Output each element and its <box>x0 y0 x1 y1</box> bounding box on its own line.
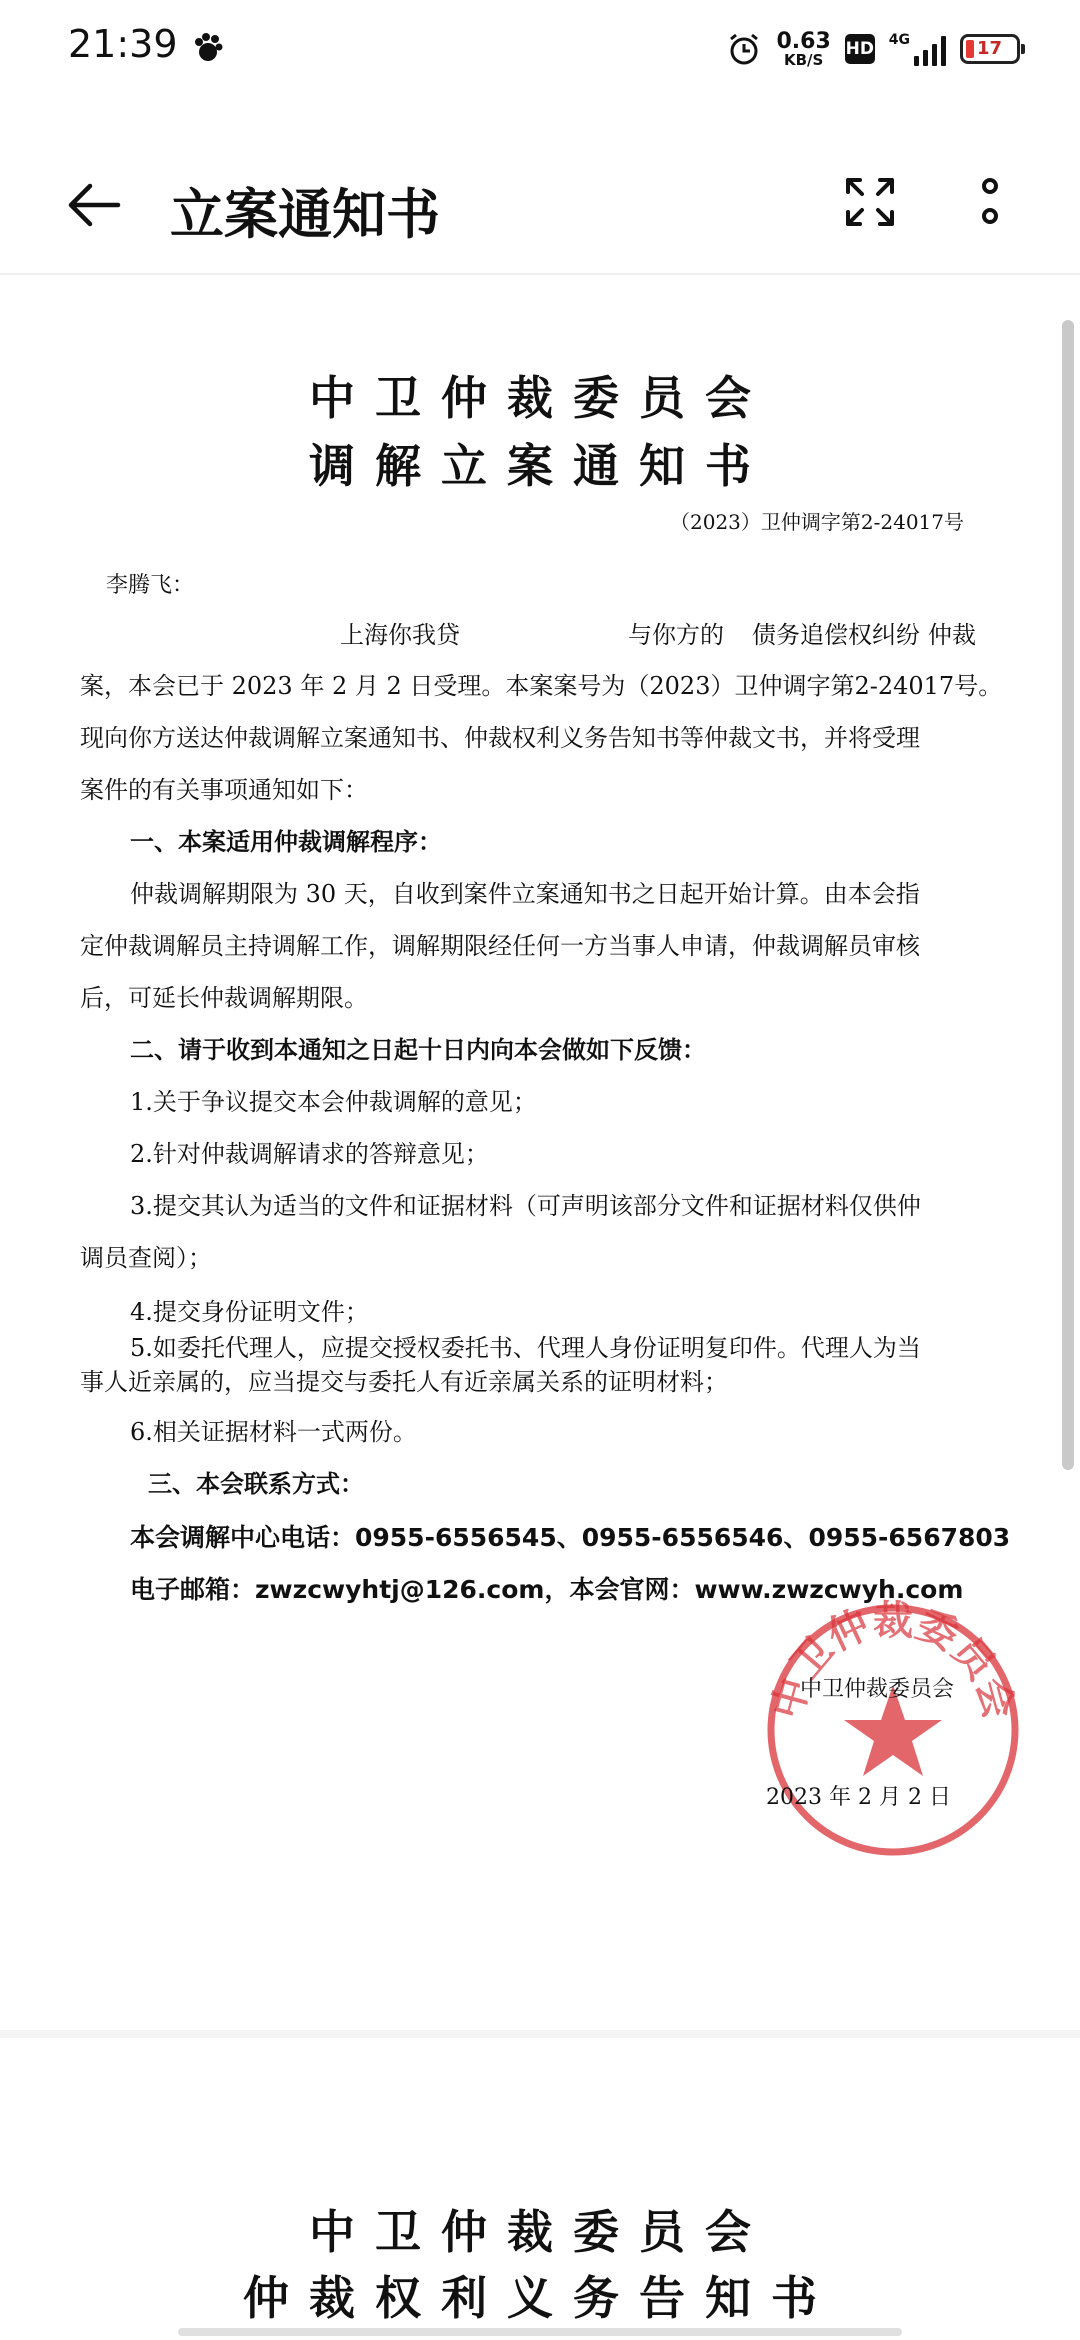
document-date: 2023 年 2 月 2 日 <box>766 1785 951 1810</box>
fullscreen-icon[interactable] <box>840 172 900 232</box>
list-item: 4.提交身份证明文件； <box>130 1298 369 1326</box>
list-item: 事人近亲属的，应当提交与委托人有近亲属关系的证明材料； <box>80 1368 728 1396</box>
section-text: 定仲裁调解员主持调解工作，调解期限经任何一方当事人申请，仲裁调解员审核 <box>80 932 920 960</box>
page-separator <box>0 2030 1080 2038</box>
signal-icon: 4G <box>889 32 946 66</box>
list-item: 5.如委托代理人，应提交授权委托书、代理人身份证明复印件。代理人为当 <box>130 1334 921 1362</box>
svg-text:中卫仲裁委员会: 中卫仲裁委员会 <box>763 1596 1023 1724</box>
list-item: 2.针对仲裁调解请求的答辩意见； <box>130 1140 489 1168</box>
section-text: 仲裁调解期限为 30 天，自收到案件立案通知书之日起开始计算。由本会指 <box>130 880 920 908</box>
list-item: 1.关于争议提交本会仲裁调解的意见； <box>130 1088 537 1116</box>
contact-phone: 本会调解中心电话：0955-6556545、0955-6556546、0955-6567803 <box>130 1523 1011 1552</box>
section-heading: 二、请于收到本通知之日起十日内向本会做如下反馈： <box>130 1036 706 1064</box>
document-title: 调解立案通知书 <box>309 439 771 493</box>
status-bar <box>0 0 1080 96</box>
recipient: 李腾飞： <box>106 573 195 598</box>
dispute-type: 债务追偿权纠纷 <box>752 621 920 649</box>
hd-badge: HD <box>845 34 875 64</box>
intro-mid: 与你方的 <box>628 621 724 649</box>
case-reference: （2023）卫仲调字第2-24017号 <box>670 510 965 534</box>
list-item: 6.相关证据材料一式两份。 <box>130 1418 417 1446</box>
list-item: 调员查阅）； <box>80 1244 212 1272</box>
title-bar <box>0 150 1080 275</box>
battery-level: 17 <box>977 38 1003 59</box>
status-time: 21:39 <box>68 22 178 66</box>
intro-line: 案，本会已于 2023 年 2 月 2 日受理。本案案号为（2023）卫仲调字第2-24017号。 <box>80 672 1003 700</box>
paw-notification-icon <box>190 30 226 66</box>
battery-icon <box>960 34 1020 64</box>
section-text: 后，可延长仲裁调解期限。 <box>80 984 368 1012</box>
back-arrow-icon[interactable] <box>60 170 130 240</box>
intro-line: 案件的有关事项通知如下： <box>80 776 368 804</box>
net-speed: 0.63 KB/S <box>776 28 831 69</box>
more-vertical-icon[interactable] <box>960 172 1020 232</box>
alarm-icon <box>726 31 762 67</box>
section-heading: 三、本会联系方式： <box>148 1470 364 1498</box>
horizontal-scroll-indicator <box>178 2328 902 2336</box>
next-page-org-title: 中卫仲裁委员会 <box>309 2205 771 2259</box>
page-title: 立案通知书 <box>170 183 440 246</box>
official-seal <box>758 1595 1028 1865</box>
intro-end: 仲裁 <box>928 621 976 649</box>
party-name: 上海你我贷 <box>340 621 460 649</box>
next-page-title: 仲裁权利义务告知书 <box>243 2271 837 2325</box>
section-heading: 一、本案适用仲裁调解程序： <box>130 828 442 856</box>
contact-email: 电子邮箱：zwzcwyhtj@126.com，本会官网：www.zwzcwyh.com <box>130 1575 964 1604</box>
org-title: 中卫仲裁委员会 <box>309 371 771 425</box>
signature: 中卫仲裁委员会 <box>800 1677 955 1702</box>
list-item: 3.提交其认为适当的文件和证据材料（可声明该部分文件和证据材料仅供仲 <box>130 1192 921 1220</box>
intro-line: 现向你方送达仲裁调解立案通知书、仲裁权利义务告知书等仲裁文书，并将受理 <box>80 724 920 752</box>
